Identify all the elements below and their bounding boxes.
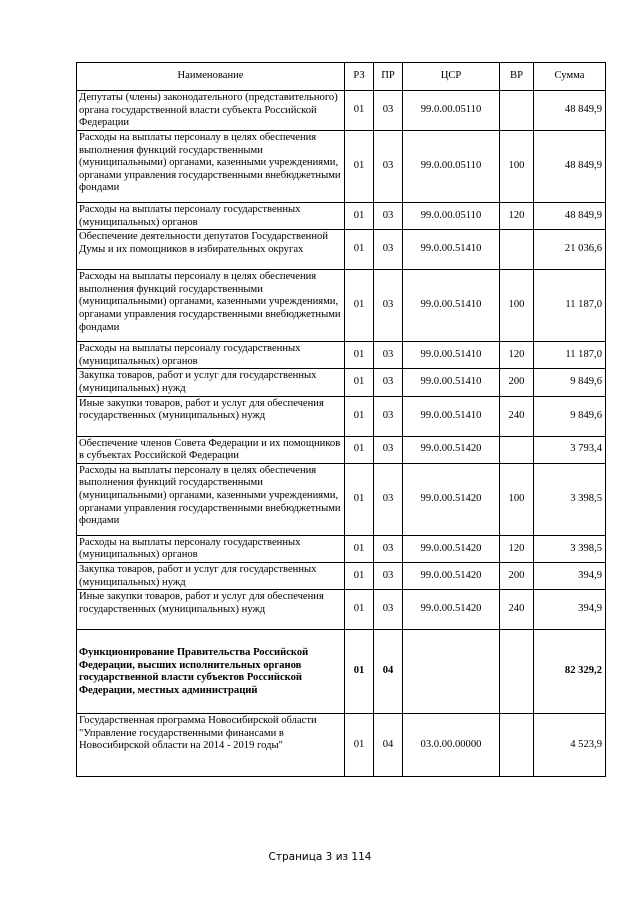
cell-rz: 01 (345, 131, 374, 203)
cell-pr: 03 (374, 342, 403, 369)
header-pr: ПР (374, 63, 403, 91)
cell-rz: 01 (345, 562, 374, 589)
cell-sum: 48 849,9 (534, 91, 606, 131)
table-row (77, 91, 606, 131)
cell-rz: 01 (345, 535, 374, 562)
cell-name: Расходы на выплаты персоналу государственных (муниципальных) органов (77, 203, 345, 230)
cell-vr (500, 714, 534, 777)
cell-vr: 240 (500, 396, 534, 436)
cell-name: Обеспечение членов Совета Федерации и их помощников в субъектах Российской Федерации (77, 436, 345, 463)
header-name: Наименование (77, 63, 345, 91)
table-row (77, 342, 606, 369)
table-row (77, 203, 606, 230)
table-row (77, 369, 606, 396)
cell-vr: 100 (500, 131, 534, 203)
cell-sum: 4 523,9 (534, 714, 606, 777)
cell-rz: 01 (345, 230, 374, 270)
cell-csr: 03.0.00.00000 (403, 714, 500, 777)
table-row (77, 270, 606, 342)
cell-vr: 200 (500, 369, 534, 396)
cell-pr: 03 (374, 230, 403, 270)
cell-vr (500, 230, 534, 270)
cell-sum: 3 398,5 (534, 535, 606, 562)
cell-rz: 01 (345, 369, 374, 396)
cell-csr (403, 630, 500, 714)
cell-sum: 9 849,6 (534, 396, 606, 436)
cell-csr: 99.0.00.05110 (403, 203, 500, 230)
cell-name: Закупка товаров, работ и услуг для государственных (муниципальных) нужд (77, 562, 345, 589)
cell-sum: 82 329,2 (534, 630, 606, 714)
cell-csr: 99.0.00.51420 (403, 535, 500, 562)
cell-name: Депутаты (члены) законодательного (представительного) органа государственной власти субъекта Российской Федерации (77, 91, 345, 131)
cell-sum: 21 036,6 (534, 230, 606, 270)
cell-name: Государственная программа Новосибирской области "Управление государственными финансами в Новосибирской области на 2014 - 2019 годы" (77, 714, 345, 777)
cell-csr: 99.0.00.51410 (403, 342, 500, 369)
table-row (77, 230, 606, 270)
cell-csr: 99.0.00.51420 (403, 436, 500, 463)
cell-pr: 03 (374, 535, 403, 562)
cell-vr: 120 (500, 535, 534, 562)
table-row (77, 590, 606, 630)
cell-name: Расходы на выплаты персоналу государственных (муниципальных) органов (77, 342, 345, 369)
cell-pr: 03 (374, 91, 403, 131)
cell-pr: 04 (374, 630, 403, 714)
cell-sum: 3 398,5 (534, 463, 606, 535)
cell-rz: 01 (345, 270, 374, 342)
cell-pr: 03 (374, 463, 403, 535)
cell-sum: 394,9 (534, 590, 606, 630)
cell-rz: 01 (345, 342, 374, 369)
budget-table (76, 62, 606, 777)
cell-csr: 99.0.00.05110 (403, 131, 500, 203)
cell-name: Расходы на выплаты персоналу государственных (муниципальных) органов (77, 535, 345, 562)
cell-vr (500, 436, 534, 463)
cell-csr: 99.0.00.51410 (403, 369, 500, 396)
header-csr: ЦСР (403, 63, 500, 91)
cell-csr: 99.0.00.51410 (403, 396, 500, 436)
cell-name: Расходы на выплаты персоналу в целях обеспечения выполнения функций государственными (муниципальными) органами, казенными учреждениями, органами управления государственными внебюджетными фондами (77, 463, 345, 535)
table-header-row (77, 63, 606, 91)
table-row (77, 535, 606, 562)
cell-pr: 03 (374, 590, 403, 630)
table-row (77, 463, 606, 535)
cell-rz: 01 (345, 436, 374, 463)
cell-name: Иные закупки товаров, работ и услуг для обеспечения государственных (муниципальных) нужд (77, 396, 345, 436)
cell-csr: 99.0.00.51420 (403, 562, 500, 589)
table-row (77, 131, 606, 203)
cell-vr (500, 630, 534, 714)
cell-pr: 03 (374, 396, 403, 436)
header-rz: РЗ (345, 63, 374, 91)
cell-vr: 120 (500, 342, 534, 369)
cell-rz: 01 (345, 590, 374, 630)
cell-name: Обеспечение деятельности депутатов Государственной Думы и их помощников в избирательных округах (77, 230, 345, 270)
cell-name: Функционирование Правительства Российской Федерации, высших исполнительных органов государственной власти субъектов Российской Федерации, местных администраций (77, 630, 345, 714)
cell-sum: 48 849,9 (534, 203, 606, 230)
header-sum: Сумма (534, 63, 606, 91)
cell-rz: 01 (345, 630, 374, 714)
cell-vr: 100 (500, 270, 534, 342)
cell-vr (500, 91, 534, 131)
cell-sum: 394,9 (534, 562, 606, 589)
cell-vr: 100 (500, 463, 534, 535)
cell-sum: 48 849,9 (534, 131, 606, 203)
cell-csr: 99.0.00.51420 (403, 590, 500, 630)
header-vr: ВР (500, 63, 534, 91)
cell-sum: 3 793,4 (534, 436, 606, 463)
table-row (77, 562, 606, 589)
cell-csr: 99.0.00.51410 (403, 270, 500, 342)
cell-pr: 03 (374, 369, 403, 396)
table-row (77, 436, 606, 463)
cell-pr: 03 (374, 562, 403, 589)
cell-csr: 99.0.00.51410 (403, 230, 500, 270)
cell-name: Закупка товаров, работ и услуг для государственных (муниципальных) нужд (77, 369, 345, 396)
cell-vr: 200 (500, 562, 534, 589)
cell-pr: 04 (374, 714, 403, 777)
cell-pr: 03 (374, 203, 403, 230)
cell-pr: 03 (374, 270, 403, 342)
cell-name: Расходы на выплаты персоналу в целях обеспечения выполнения функций государственными (муниципальными) органами, казенными учреждениями, органами управления государственными внебюджетными фондами (77, 131, 345, 203)
cell-vr: 120 (500, 203, 534, 230)
table-row (77, 396, 606, 436)
cell-rz: 01 (345, 91, 374, 131)
page-number: Страница 3 из 114 (268, 851, 372, 863)
cell-rz: 01 (345, 714, 374, 777)
cell-name: Расходы на выплаты персоналу в целях обеспечения выполнения функций государственными (муниципальными) органами, казенными учреждениями, органами управления государственными внебюджетными фондами (77, 270, 345, 342)
cell-rz: 01 (345, 203, 374, 230)
cell-pr: 03 (374, 131, 403, 203)
cell-pr: 03 (374, 436, 403, 463)
cell-vr: 240 (500, 590, 534, 630)
cell-rz: 01 (345, 396, 374, 436)
cell-rz: 01 (345, 463, 374, 535)
table-row (77, 630, 606, 714)
cell-csr: 99.0.00.05110 (403, 91, 500, 131)
cell-csr: 99.0.00.51420 (403, 463, 500, 535)
cell-sum: 11 187,0 (534, 342, 606, 369)
cell-name: Иные закупки товаров, работ и услуг для обеспечения государственных (муниципальных) нужд (77, 590, 345, 630)
table-row (77, 714, 606, 777)
cell-sum: 9 849,6 (534, 369, 606, 396)
cell-sum: 11 187,0 (534, 270, 606, 342)
